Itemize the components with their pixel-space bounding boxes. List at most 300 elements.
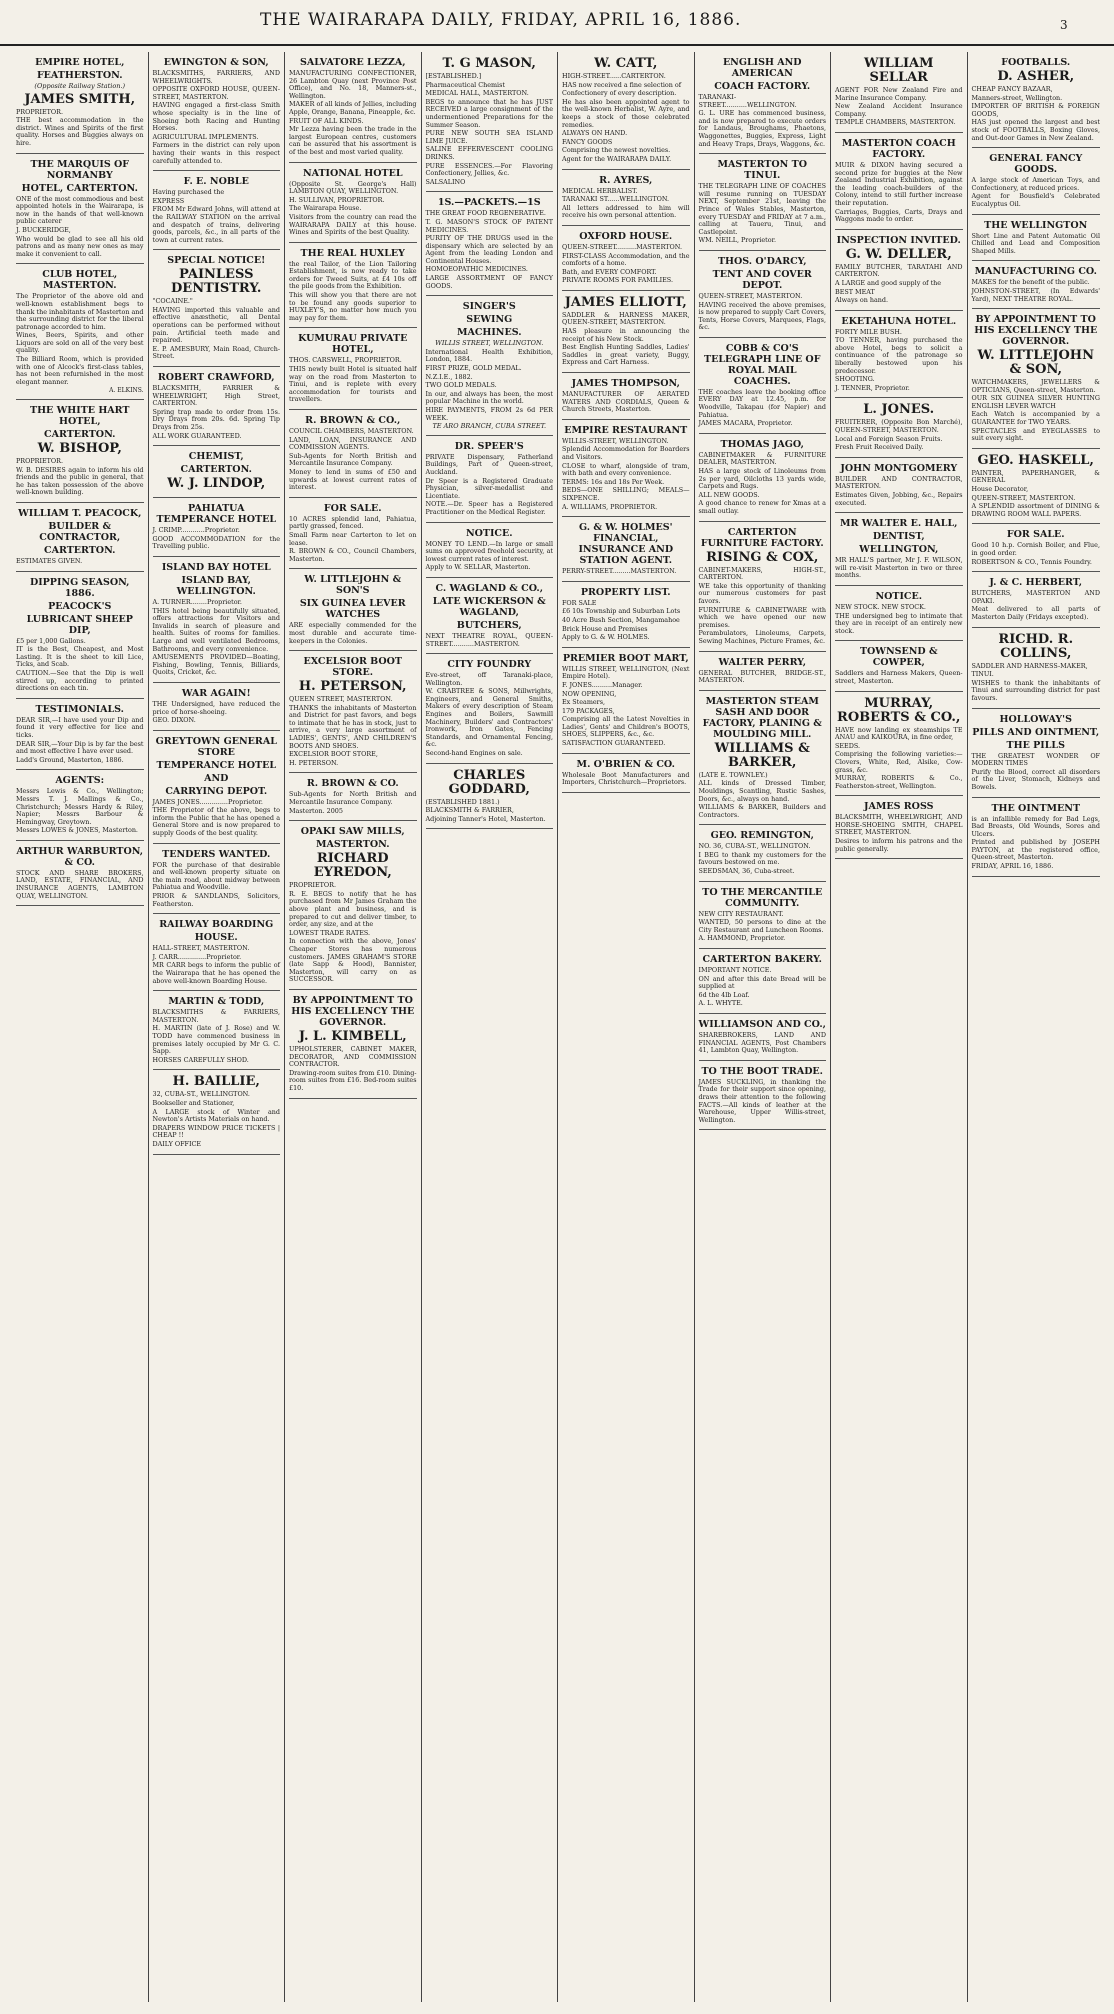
ad-name: WILLIAMS & BARKER,	[714, 740, 810, 770]
ad-text: PURE ESSENCES.—For Flavoring Confectionery, Jellies, &c.	[425, 161, 553, 178]
ad-heading: LATE WICKERSON & WAGLAND,	[432, 595, 546, 618]
ad-text: FANCY GOODS	[562, 137, 613, 146]
ad-text: IMPORTANT NOTICE.	[698, 966, 772, 975]
ad-text: FRUIT OF ALL KINDS.	[289, 116, 364, 125]
advertisement	[972, 215, 1101, 262]
advertisement	[699, 1014, 827, 1061]
ad-text: MONEY TO LEND.—In large or small sums on approved freehold security, at lowest current rates of interest.	[425, 539, 553, 563]
ad-heading: PILLS AND OINTMENT,	[972, 726, 1100, 738]
ad-text: UPHOLSTERER, CABINET MAKER, DECORATOR, AND COMMISSION CONTRACTOR.	[289, 1044, 417, 1069]
ad-heading: BUTCHERS,	[456, 619, 522, 631]
ad-text: SALSALINO	[425, 177, 466, 186]
ad-text: (ESTABLISHED 1881.)	[425, 797, 500, 806]
advertisement	[972, 148, 1101, 214]
ad-heading: EMPIRE HOTEL,	[35, 57, 125, 68]
advertisement	[153, 52, 281, 171]
ad-text: W. B. DESIRES again to inform his old friends and the public in general, that he has taken possession of the above well-known building.	[16, 465, 144, 497]
ad-text: Always on hand.	[835, 296, 889, 305]
ad-text: LAND, LOAN, INSURANCE AND COMMISSION AGENTS.	[289, 435, 417, 452]
ad-text: FROM Mr Edward Johns, will attend at the RAILWAY STATION on the arrival and despatch of trains, delivering goods, parcels, &c., in all parts of the town at current rates.	[152, 205, 280, 244]
advertisement	[16, 503, 144, 572]
ad-heading: G. & W. HOLMES' FINANCIAL, INSURANCE AND STATION AGENT.	[578, 522, 674, 567]
ad-heading: OPAKI SAW MILLS,	[300, 826, 405, 838]
ad-text: J. TENNER, Proprietor.	[835, 383, 910, 392]
advertisement	[562, 373, 690, 420]
advertisement	[426, 296, 554, 436]
ad-name: JAMES SMITH,	[24, 91, 136, 107]
ad-text: QUEEN-STREET, MASTERTON.	[698, 291, 803, 300]
ad-text: Short Line and Patent Automatic Oil Chilled and Lead and Composition Shaped Mills.	[971, 231, 1100, 255]
ad-text: FRUITERER, (Opposite Bon Marché), QUEEN-STREET, MASTERTON.	[835, 418, 963, 435]
ad-text: MAKES for the benefit of the public.	[971, 278, 1090, 287]
ad-text: NEW CITY RESTAURANT.	[698, 909, 784, 918]
ad-name: D. ASHER,	[997, 69, 1075, 84]
ad-text: This will show you that there are not to be found any goods superior to HUXLEY'S, no matter how much you may pay for them.	[289, 291, 417, 322]
advertisement	[153, 557, 281, 683]
ad-text: TERMS: 16s and 18s Per Week.	[562, 477, 665, 486]
ad-text: FORTY MILE BUSH.	[835, 327, 902, 336]
ad-text: HAVING imported this valuable and effective anæsthetic, all Dental operations can be performed without pain. Artificial teeth made and repaired.	[152, 305, 280, 345]
ad-text: BUILDER AND CONTRACTOR, MASTERTON.	[835, 474, 963, 491]
ad-text: ON and after this date Bread will be supplied at	[698, 974, 826, 991]
ad-text: MR CARR begs to inform the public of the Wairarapa that he has opened the above well-known Boarding House.	[152, 961, 280, 985]
ad-text: Comprising the following varieties:—Clovers, White, Red, Alsike, Cow-grass, &c.	[835, 750, 963, 774]
ad-text: SATISFACTION GUARANTEED.	[562, 739, 666, 748]
advertisement	[972, 798, 1101, 877]
ad-heading: CARRYING DEPOT.	[165, 785, 268, 797]
ad-heading: ISLAND BAY HOTEL	[161, 561, 271, 573]
advertisement	[16, 400, 144, 503]
ad-text: 6d the 4lb Loaf.	[698, 990, 750, 999]
ad-heading: FEATHERSTON.	[36, 70, 123, 81]
ad-text: PURITY OF THE DRUGS used in the dispensary which are selected by an Agent from the leading London and Continental Houses.	[425, 234, 553, 265]
advertisement	[835, 398, 963, 457]
ad-text: FRIDAY, APRIL 16, 1886.	[971, 862, 1054, 871]
advertisement	[699, 251, 827, 338]
ad-name: RICHARD EYREDON,	[313, 851, 392, 881]
ad-heading: THOS. O'DARCY,	[717, 255, 807, 267]
ad-text: PURE NEW SOUTH SEA ISLAND LIME JUICE.	[425, 129, 553, 145]
ad-text: Masterton. 2005	[289, 806, 343, 815]
ad-heading: GREYTOWN GENERAL STORE	[155, 735, 277, 758]
column-4	[422, 52, 559, 2002]
advertisement	[835, 230, 963, 311]
ad-text: TEMPLE CHAMBERS, MASTERTON.	[835, 118, 956, 127]
ad-text: GENERAL BUTCHER, BRIDGE-ST., MASTERTON.	[698, 668, 826, 685]
ad-text: Agent for the WAIRARAPA DAILY.	[562, 154, 672, 163]
ad-name: WILLIAM SELLAR	[863, 56, 934, 85]
ad-heading: SALVATORE LEZZA,	[299, 57, 406, 68]
ad-text: HORSES CAREFULLY SHOD.	[152, 1055, 249, 1064]
ad-heading: HOTEL, CARTERTON.	[21, 182, 138, 194]
ad-heading: GEO. REMINGTON,	[710, 830, 814, 842]
column-6	[695, 52, 832, 2002]
ad-text: DEAR SIR,—Your Dip is by far the best and most effective I have ever used.	[16, 739, 144, 756]
advertisement	[699, 522, 827, 652]
ad-text: PERRY-STREET.........MASTERTON.	[562, 567, 677, 576]
advertisement	[835, 133, 963, 230]
ad-text: FAMILY BUTCHER, TARATAHI AND CARTERTON.	[835, 262, 963, 279]
advertisement	[699, 882, 827, 949]
ad-text: HAVING engaged a first-class Smith whose specialty is in the line of Shoeing both Racing and Hunting Horses.	[152, 101, 280, 133]
advertisement	[153, 367, 281, 446]
ad-text: HAS just opened the largest and best stock of FOOTBALLS, Boxing Gloves, and Out-door Games in New Zealand.	[971, 118, 1100, 142]
ad-text: Mr Lezza having been the trade in the largest European centres, customers can be assured that his assortment is of the best and most varied quality.	[289, 125, 417, 156]
ad-name: GEO. HASKELL,	[977, 452, 1094, 468]
ad-heading: MANUFACTURING CO.	[974, 266, 1097, 278]
ad-text: Small Farm near Carterton to let on lease.	[289, 530, 417, 547]
ad-text: PRIVATE ROOMS FOR FAMILIES.	[562, 276, 673, 285]
ad-text: £6 10s Township and Suburban Lots	[562, 607, 681, 616]
ad-text: WATCHMAKERS, JEWELLERS & OPTICIANS, Queen-street, Masterton.	[971, 378, 1100, 394]
ad-text: Sub-Agents for North British and Mercantile Insurance Company.	[289, 451, 417, 468]
ad-text: ROBERTSON & CO., Tennis Foundry.	[971, 557, 1092, 566]
ad-text: SHAREBROKERS, LAND AND FINANCIAL AGENTS, Post Chambers 41, Lambton Quay, Wellington.	[698, 1031, 826, 1055]
advertisement	[289, 243, 417, 329]
ad-text: Estimates Given, Jobbing, &c., Repairs executed.	[835, 491, 963, 507]
ad-heading: BY APPOINTMENT TO HIS EXCELLENCY THE GOVERNOR.	[291, 994, 415, 1028]
ad-text: Each Watch is accompanied by a GUARANTEE for TWO YEARS.	[971, 410, 1100, 427]
ad-text: ESTIMATES GIVEN.	[16, 557, 83, 565]
ad-text: CLOSE to wharf, alongside of tram, with bath and every convenience.	[562, 461, 690, 478]
ad-heading: WELLINGTON,	[859, 544, 939, 556]
ad-text: I BEG to thank my customers for the favours bestowed on me.	[698, 850, 826, 867]
ad-side-label: WILLIS STREET, WELLINGTON.	[435, 339, 544, 348]
ad-heading: PAHIATUA TEMPERANCE HOTEL	[156, 503, 276, 526]
ad-heading: MARTIN & TODD,	[168, 996, 265, 1008]
ad-name: H. BAILLIE,	[172, 1074, 260, 1090]
advertisement	[562, 582, 690, 648]
newspaper-page	[12, 52, 1104, 2002]
ad-heading: HOLLOWAY'S	[999, 713, 1072, 725]
advertisement	[153, 498, 281, 557]
advertisement	[835, 513, 963, 586]
ad-text: IT is the Best, Cheapest, and Most Lasting. It is the sheet to kill Lice, Ticks, and Scab.	[16, 645, 144, 669]
ad-heading: DIPPING SEASON, 1886.	[29, 576, 130, 599]
ad-text: SADDLER AND HARNESS-MAKER,	[971, 661, 1088, 670]
ad-text: Farmers in the district can rely upon having their wants in this respect carefully attended to.	[152, 141, 280, 165]
ad-name: MURRAY, ROBERTS & CO.,	[837, 695, 961, 725]
ad-heading: MASTERTON.	[315, 839, 390, 851]
ad-text: JAMES MACARA, Proprietor.	[698, 419, 793, 428]
ad-heading: THE REAL HUXLEY	[300, 247, 405, 259]
ad-text: WE take this opportunity of thanking our numerous customers for past favors.	[698, 581, 826, 605]
ad-heading: TEMPERANCE HOTEL	[156, 759, 276, 771]
ad-text: HAS now received a fine selection of	[562, 80, 682, 89]
ad-heading: W. LITTLEJOHN & SON'S	[304, 574, 402, 597]
advertisement	[289, 651, 417, 773]
ad-text: G. L. URE has commenced business, and is now prepared to execute orders for Landaus, Broughams, Phaetons, Waggonettes, Buggies, Express, Light and Heavy Traps, Drays, Waggons, &c.	[698, 109, 826, 148]
advertisement	[153, 683, 281, 731]
ad-text: 40 Acre Bush Section, Mangamahoe	[562, 615, 680, 624]
ad-heading: KUMURAU PRIVATE HOTEL,	[298, 333, 408, 356]
ad-heading: GENERAL FANCY GOODS.	[989, 153, 1083, 176]
ad-heading: BUILDER & CONTRACTOR,	[39, 521, 121, 543]
ad-text: The Proprietor of the above old and well-known establishment begs to thank the inhabitants of Masterton and the surrounding district for the liberal patronage accorded to him.	[16, 292, 144, 331]
ad-text: BLACKSMITH, WHEELWRIGHT, AND HORSE-SHOEING SMITH, CHAPEL STREET, MASTERTON.	[835, 813, 963, 837]
ad-heading: FOR SALE.	[1006, 529, 1065, 541]
advertisement	[153, 171, 281, 250]
advertisement	[699, 338, 827, 434]
ad-text: Meat delivered to all parts of Masterton Daily (Fridays excepted).	[971, 605, 1100, 621]
ad-text: Wines, Beers, Spirits, and other Liquors are sold on all of the very best quality.	[16, 331, 144, 355]
ad-text: E. P. AMESBURY, Main Road, Church-Street.	[152, 344, 280, 361]
ad-text: PRIOR & SANDLANDS, Solicitors, Featherston.	[152, 892, 280, 908]
ad-text: PROPRIETOR.	[289, 881, 336, 890]
ad-text: Having purchased the	[152, 188, 225, 197]
ad-text: AGRICULTURAL IMPLEMENTS.	[152, 132, 259, 141]
ad-text: THANKS the inhabitants of Masterton and District for past favors, and begs to intimate that he has in stock, just to arrive, a very large assortment of LADIES', GENTS', AND CHILDREN'S BOOTS AND SHOES.	[289, 703, 417, 750]
ad-text: Best English Hunting Saddles, Ladies' Saddles in great variety, Buggy, Express and Cart Harness.	[562, 343, 690, 367]
ad-text: A. WILLIAMS, PROPRIETOR.	[562, 502, 658, 511]
advertisement	[699, 434, 827, 522]
ad-heading: ENGLISH AND AMERICAN	[722, 57, 802, 79]
advertisement	[972, 261, 1101, 309]
column-7	[831, 52, 968, 2002]
ad-text: ALL NEW GOODS.	[698, 490, 760, 499]
ad-text: TARANAKI ST......WELLINGTON.	[562, 195, 670, 204]
ad-text: Who would be glad to see all his old patrons and as many new ones as may make it convenient to call.	[16, 234, 144, 258]
ad-text: WILLIAMS & BARKER, Builders and Contractors.	[698, 803, 826, 819]
advertisement	[153, 991, 281, 1070]
advertisement	[153, 250, 281, 367]
ad-text: SADDLER & HARNESS MAKER, QUEEN-STREET, MASTERTON.	[562, 310, 690, 327]
column-5	[558, 52, 695, 2002]
ad-heading: TO THE MERCANTILE COMMUNITY.	[702, 886, 823, 909]
ad-text: A SPLENDID assortment of DINING & DRAWING ROOM WALL PAPERS.	[971, 502, 1100, 518]
ad-text: BLACKSMITH & FARRIER,	[425, 806, 514, 815]
ad-heading: C. WAGLAND & CO.,	[435, 582, 544, 594]
advertisement	[289, 773, 417, 821]
ad-text: LOWEST TRADE RATES.	[289, 928, 371, 937]
ad-heading: THE WHITE HART HOTEL,	[30, 405, 130, 428]
ad-text: DAILY OFFICE	[152, 1139, 202, 1148]
ad-text: JAMES SUCKLING, in thanking the Trade for their support since opening, draws their attention to the following FACTS.—All kinds of leather at the Warehouse, Upper Willis-street, Wellington.	[698, 1077, 826, 1124]
ad-text: International Health Exhibition, London, 1884.	[425, 347, 553, 364]
advertisement	[699, 691, 827, 826]
ad-text: A LARGE and good supply of the	[835, 278, 942, 287]
ad-heading: CLUB HOTEL, MASTERTON.	[42, 269, 118, 292]
ad-heading: WILLIAMSON AND CO.,	[698, 1019, 826, 1030]
ad-text: HOMOEOPATHIC MEDICINES.	[425, 265, 528, 274]
advertisement	[972, 524, 1101, 572]
ad-heading: WALTER PERRY,	[718, 656, 807, 668]
ad-text: QUEEN-STREET, MASTERTON.	[971, 493, 1076, 502]
ad-text: HIRE PAYMENTS, FROM 2s 6d PER WEEK.	[425, 406, 553, 422]
ad-heading: CARTERTON BAKERY.	[702, 954, 822, 966]
ad-text: QUEEN-STREET..........MASTERTON.	[562, 242, 683, 251]
ad-text: Local and Foreign Season Fruits.	[835, 434, 943, 443]
ad-text: JOHNSTON-STREET, (In Edwards' Yard), NEXT THEATRE ROYAL.	[971, 286, 1100, 303]
ad-text: A. L. WHYTE.	[698, 999, 743, 1008]
ad-side-label: TE ARO BRANCH, CUBA STREET.	[432, 422, 547, 431]
ad-heading: DENTIST,	[872, 531, 925, 543]
ad-name: CHARLES GODDARD,	[448, 767, 530, 797]
ad-text: Messrs Lewis & Co., Wellington; Messrs T. J. Mallings & Co., Christchurch; Messrs Hardy & Riley, Napier; Messrs Barbour & Hemingway, Greytown.	[16, 787, 144, 826]
ad-heading: CHEMIST,	[188, 451, 244, 463]
advertisement	[426, 578, 554, 654]
ad-text: (Opposite St. George's Hall) LAMBTON QUAY, WELLINGTON.	[289, 179, 417, 196]
advertisement	[426, 764, 554, 830]
ad-text: In connection with the above, Jones' Cheaper Stores has numerous customers. JAMES GRAHAM'S STORE (late Sapp & Hood), Bannister, Masterton, will carry on as SUCCESSOR.	[289, 937, 417, 984]
ad-text: Adjoining Tanner's Hotel, Masterton.	[425, 814, 546, 823]
ad-heading: CARTERTON FURNITURE FACTORY.	[700, 526, 824, 549]
advertisement	[289, 990, 417, 1099]
advertisement	[835, 52, 963, 133]
ad-heading: AGENTS:	[55, 775, 105, 787]
ad-text: MUIR & DIXON having secured a second prize for buggies at the New Zealand Industrial Exhibition, against the leading coach-builders of the Colony, intend to still further increase their reputation.	[835, 160, 963, 207]
ad-text: DRAPERS WINDOW PRICE TICKETS | CHEAP !!	[152, 1123, 280, 1140]
ad-text: CABINET-MAKERS, HIGH-ST., CARTERTON.	[698, 565, 826, 582]
ad-heading: WILLIAM T. PEACOCK,	[18, 508, 142, 519]
ad-text: BEDS—ONE SHILLING; MEALS—SIXPENCE.	[562, 486, 690, 502]
ad-heading: EWINGTON & SON,	[163, 57, 269, 68]
ad-heading: CARTERTON.	[44, 545, 116, 556]
ad-text: HALL-STREET, MASTERTON.	[152, 944, 250, 953]
advertisement	[972, 572, 1101, 627]
ad-text: HAVE now landing ex steamships TE ANAU and KAIKOURA, in fine order,	[835, 725, 963, 742]
advertisement	[699, 1061, 827, 1131]
ad-text: £5 per 1,000 Gallons.	[16, 636, 86, 645]
ad-text: AMUSEMENTS PROVIDED—Boating, Fishing, Bowling, Tennis, Billiards, Quoits, Cricket, &c.	[152, 653, 280, 677]
ad-heading: TENDERS WANTED.	[162, 848, 271, 860]
ad-heading: THE MARQUIS OF NORMANBY	[30, 158, 130, 181]
ad-text: TWO GOLD MEDALS.	[425, 381, 497, 390]
ad-heading: MR WALTER E. HALL,	[840, 518, 958, 530]
ad-text: WISHES to thank the inhabitants of Tinui and surrounding district for past favours.	[971, 678, 1100, 702]
ad-heading: AND	[204, 772, 229, 784]
advertisement	[426, 192, 554, 296]
ad-text: HAVING received the above premises, is now prepared to supply Cart Covers, Tents, Horse Covers, Marquees, Flags, &c.	[698, 300, 826, 332]
ad-text: ALL kinds of Dressed Timber, Mouldings, Scantling, Rustic Sashes, Doors, &c., always on hand.	[698, 779, 826, 803]
ad-heading: TENT AND COVER DEPOT.	[712, 268, 812, 291]
ad-text: TARANAKI-STREET...........WELLINGTON.	[698, 93, 797, 109]
ad-heading: NOTICE.	[465, 527, 513, 539]
ad-text: BLACKSMITHS & FARRIERS, MASTERTON.	[152, 1008, 280, 1024]
advertisement	[289, 569, 417, 651]
ad-heading: J. & C. HERBERT,	[989, 577, 1083, 589]
ad-text: MAKER of all kinds of Jellies, including Apple, Orange, Banana, Pineapple, &c.	[289, 100, 417, 116]
ad-text: Bookseller and Stationer,	[152, 1098, 235, 1107]
ad-heading: PROPERTY LIST.	[580, 586, 671, 598]
advertisement	[16, 154, 144, 265]
ad-text: THE coaches leave the booking office EVERY DAY at 12.45, p.m. for Woodville, Takapau (for Napier) and Pahiatua.	[698, 387, 826, 419]
ad-text: NEXT THEATRE ROYAL, QUEEN-STREET...........MASTERTON.	[425, 631, 553, 648]
ad-text: EXPRESS	[152, 196, 185, 205]
ad-heading: JAMES ROSS	[864, 801, 934, 813]
ad-text: EXCELSIOR BOOT STORE,	[289, 750, 378, 759]
ad-text: Splendid Accommodation for Boarders and Visitors.	[562, 445, 690, 461]
ad-text: NOW OPENING,	[562, 689, 617, 698]
advertisement	[562, 420, 690, 517]
ad-text: ALWAYS ON HAND.	[562, 129, 628, 138]
ad-text: 32, CUBA-ST., WELLINGTON.	[152, 1090, 250, 1099]
ad-heading: TESTIMONIALS.	[35, 703, 124, 715]
ad-text: OPPOSITE OXFORD HOUSE, QUEEN-STREET, MASTERTON.	[152, 85, 280, 101]
ad-text: PROPRIETOR.	[16, 457, 63, 466]
ad-heading: TO THE BOOT TRADE.	[701, 1065, 823, 1077]
ad-heading: CARTERTON.	[180, 464, 252, 476]
ad-text: Saddlers and Harness Makers, Queen-street, Masterton.	[835, 669, 963, 685]
ad-text: LARGE ASSORTMENT OF FANCY GOODS.	[425, 274, 553, 290]
ad-text: T. G. MASON'S STOCK OF PATENT MEDICINES.	[425, 217, 553, 234]
ad-text: Printed and published by JOSEPH PAYTON, at the registered office, Queen-street, Masterton.	[971, 838, 1100, 862]
ad-text: H. MARTIN (late of J. Rose) and W. TODD have commenced business in premises lately occupied by Mr G. C. Sapp.	[152, 1024, 280, 1056]
ad-text: W. CRABTREE & SONS, Millwrights, Engineers, and General Smiths, Makers of every description of Steam Engines and Boilers, Sawmill Machinery, Builders' and Contractors' Ironwork, Iron Gates, Fencing Standards, and Ornamental Fencing, &c.	[425, 687, 553, 749]
advertisement	[562, 52, 690, 170]
ad-text: J. CRIMP............Proprietor.	[152, 526, 240, 535]
ad-text: Second-hand Engines on sale.	[425, 749, 523, 758]
advertisement	[972, 52, 1101, 148]
ad-text: DEAR SIR,—I have used your Dip and found it very effective for lice and ticks.	[16, 715, 144, 739]
advertisement	[699, 825, 827, 881]
ad-heading: ROBERT CRAWFORD,	[157, 372, 275, 384]
ad-text: F. JONES..........Manager.	[562, 680, 643, 689]
ad-heading: JOHN MONTGOMERY	[840, 462, 958, 474]
ad-text: A good chance to renew for Xmas at a small outlay.	[698, 499, 826, 515]
ad-text: THOS. CARSWELL, PROPRIETOR.	[289, 356, 402, 365]
ad-text: Money to lend in sums of £50 and upwards at lowest current rates of interest.	[289, 467, 417, 492]
ad-text: The Billiard Room, which is provided with one of Alcock's first-class tables, has not been refurnished in the most elegant manner.	[16, 355, 144, 386]
ad-text: [ESTABLISHED.]	[425, 72, 482, 80]
ad-text: Sub-Agents for North British and Mercantile Insurance Company.	[289, 790, 417, 807]
ad-text: WM. NEILL, Proprietor.	[698, 236, 776, 245]
column-3	[285, 52, 422, 2002]
column-2	[149, 52, 286, 2002]
ad-text: J. BUCKERIDGE,	[16, 225, 71, 234]
advertisement	[699, 949, 827, 1014]
ad-text: FIRST PRIZE, GOLD MEDAL.	[425, 364, 522, 373]
ad-text: Eve-street, off Taranaki-place, Wellington.	[425, 671, 553, 687]
ad-heading: INSPECTION INVITED.	[836, 234, 961, 246]
ad-heading: EKETAHUNA HOTEL.	[841, 315, 957, 327]
advertisement	[562, 226, 690, 291]
ad-heading: NOTICE.	[875, 590, 923, 602]
ad-text: H. SULLIVAN, PROPRIETOR.	[289, 195, 385, 204]
ad-text: SEEDSMAN, 36, Cuba-street.	[698, 867, 795, 876]
advertisement	[972, 449, 1101, 525]
ad-heading: TOWNSEND & COWPER,	[859, 646, 938, 669]
ad-heading: THOMAS JAGO,	[720, 438, 804, 450]
ad-text: WILLIS-STREET, WELLINGTON.	[562, 436, 669, 445]
ad-text: 10 ACRES splendid land, Pahiatua, partly grassed, fenced.	[289, 514, 417, 531]
ad-text: WANTED, 50 persons to dine at the City Restaurant and Luncheon Rooms.	[698, 918, 826, 934]
advertisement	[16, 841, 144, 906]
newspaper-title: THE WAIRARAPA DAILY, FRIDAY, APRIL 16, 1886.	[260, 10, 742, 30]
ad-heading: M. O'BRIEN & CO.	[576, 758, 675, 770]
ad-text: THE Proprietor of the above, begs to inform the Public that he has opened a General Store and is now prepared to supply Goods of the best quality.	[152, 806, 280, 838]
ad-heading: HOUSE.	[194, 932, 238, 944]
ad-heading: THE PILLS	[1006, 739, 1065, 751]
ad-heading: FOR SALE.	[323, 502, 382, 514]
ad-text: CABINETMAKER & FURNITURE DEALER, MASTERTON.	[698, 450, 826, 467]
ad-text: TINUI.	[971, 670, 994, 679]
ad-text: A LARGE stock of Winter and Newton's Artists Materials on hand.	[152, 1107, 280, 1124]
advertisement	[426, 436, 554, 523]
advertisement	[426, 654, 554, 764]
ad-heading: MASTERTON COACH FACTORY.	[841, 137, 956, 160]
ad-text: BUTCHERS, MASTERTON AND OPAKI.	[971, 589, 1100, 605]
advertisement	[289, 328, 417, 410]
ad-subheading: (Opposite Railway Station.)	[34, 82, 126, 90]
ad-text: BLACKSMITH, FARRIER & WHEELWRIGHT, High Street, CARTERTON.	[152, 384, 280, 408]
ad-heading: PEACOCK'S	[48, 600, 112, 612]
ad-text: THE TELEGRAPH LINE OF COACHES will resume running on TUESDAY NEXT, September 21st, leaving the Prince of Wales Stables, Masterton, every TUESDAY and FRIDAY at 7 a.m., calling at Taueru, Tinui, and Castlepoint.	[698, 182, 826, 236]
advertisement	[699, 154, 827, 251]
ad-text: Good 10 h.p. Cornish Boiler, and Flue, in good order.	[971, 541, 1100, 557]
ad-text: He has also been appointed agent to the well-known Herbalist, W. Ayre, and keeps a stock of those celebrated remedies.	[562, 97, 690, 129]
advertisement	[562, 648, 690, 754]
